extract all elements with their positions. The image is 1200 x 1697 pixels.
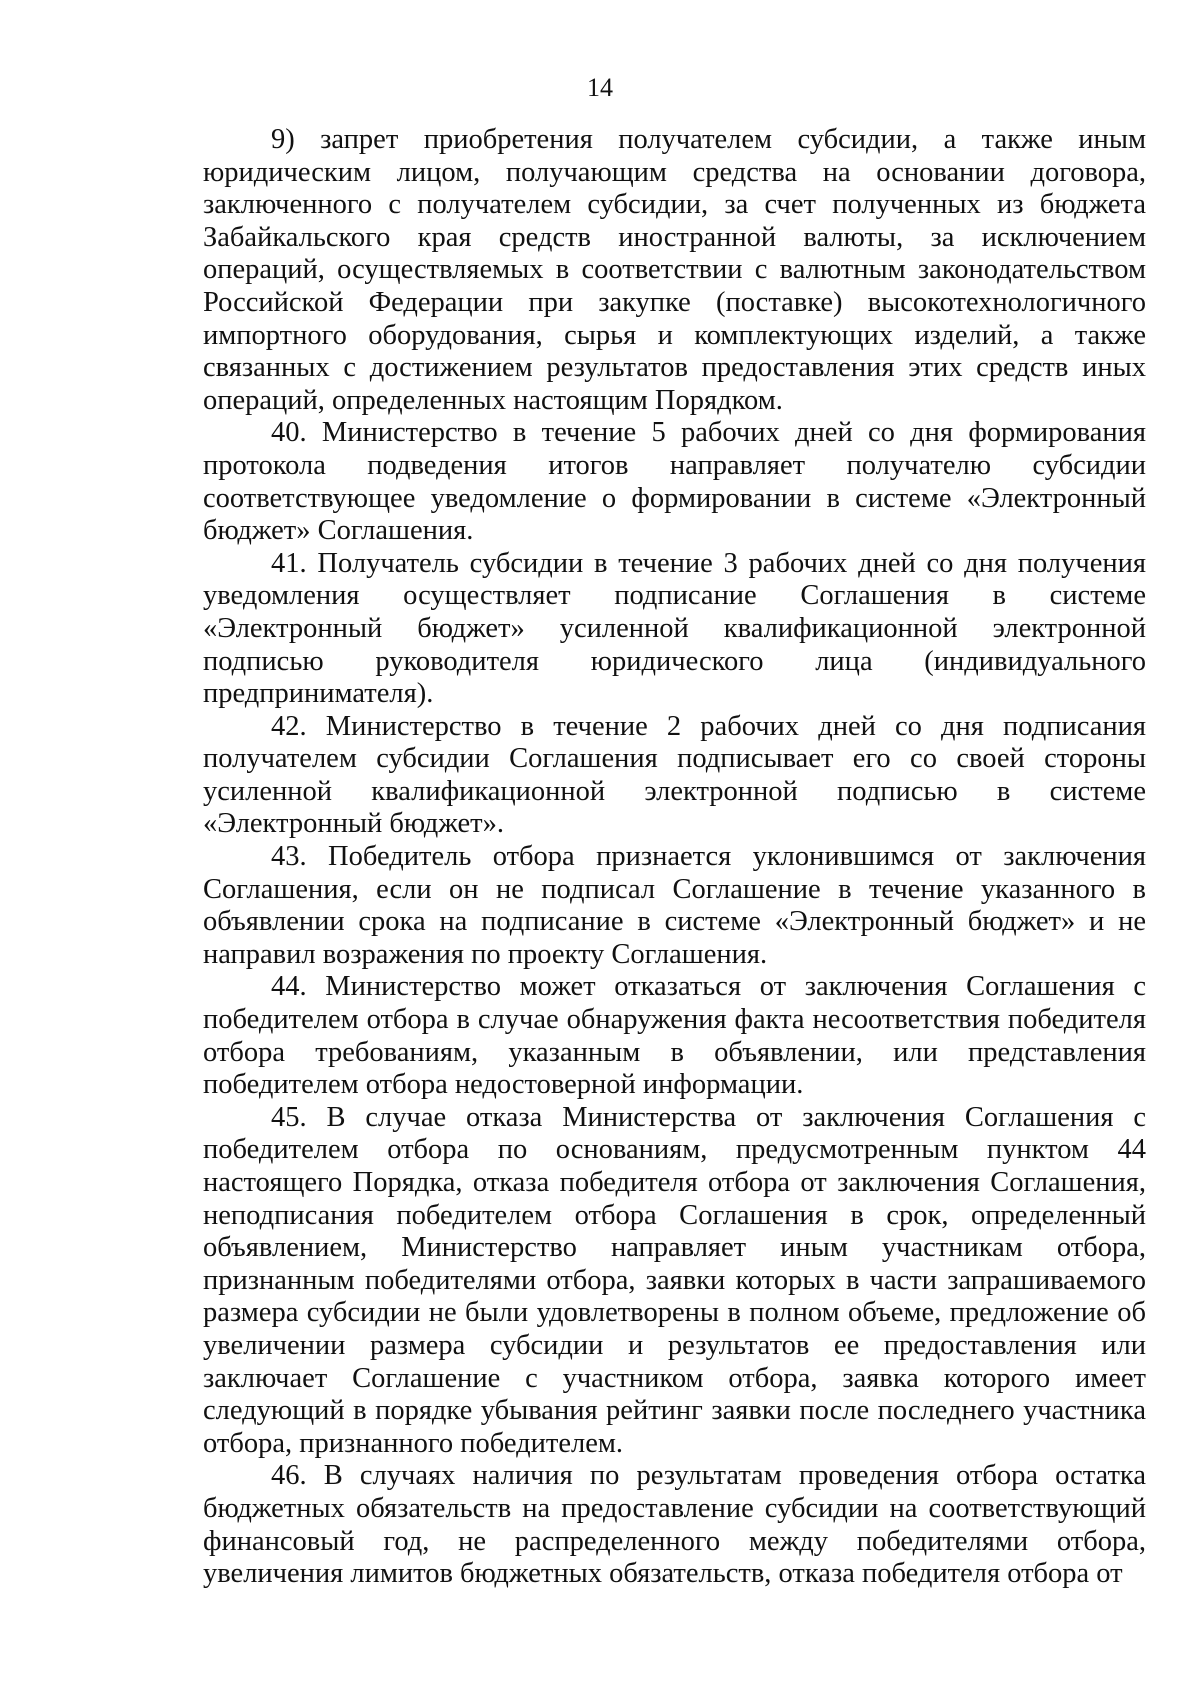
paragraph-item-9: 9) запрет приобретения получателем субсидии, а также иным юридическим лицом, получающим средства на основании договора, заключенного с получателем субсидии, за счет полученных из бюджета Забайкальского края средств иностранной валюты, за исключением операций, осуществляемых в соответствии с валютным законодательством Российской Федерации при закупке (поставке) высокотехнологичного импортного оборудования, сырья и комплектующих изделий, а также связанных с достижением результатов предоставления этих средств иных операций, определенных настоящим Порядком.	[203, 124, 1146, 416]
page-number: 14	[587, 73, 613, 102]
paragraph-45: 45. В случае отказа Министерства от заключения Соглашения с победителем отбора по основаниям, предусмотренным пунктом 44 настоящего Порядка, отказа победителя отбора от заключения Соглашения, неподписания победителем отбора Соглашения в срок, определенный объявлением, Министерство направляет иным участникам отбора, признанным победителями отбора, заявки которых в части запрашиваемого размера субсидии не были удовлетворены в полном объеме, предложение об увеличении размера субсидии и результатов ее предоставления или заключает Соглашение с участником отбора, заявка которого имеет следующий в порядке убывания рейтинг заявки после последнего участника отбора, признанного победителем.	[203, 1101, 1146, 1459]
paragraph-41: 41. Получатель субсидии в течение 3 рабочих дней со дня получения уведомления осуществляет подписание Соглашения в системе «Электронный бюджет» усиленной квалификационной электронной подписью руководителя юридического лица (индивидуального предпринимателя).	[203, 547, 1146, 710]
paragraph-42: 42. Министерство в течение 2 рабочих дней со дня подписания получателем субсидии Соглашения подписывает его со своей стороны усиленной квалификационной электронной подписью в системе «Электронный бюджет».	[203, 710, 1146, 840]
paragraph-44: 44. Министерство может отказаться от заключения Соглашения с победителем отбора в случае обнаружения факта несоответствия победителя отбора требованиям, указанным в объявлении, или представления победителем отбора недостоверной информации.	[203, 971, 1146, 1101]
paragraph-46: 46. В случаях наличия по результатам проведения отбора остатка бюджетных обязательств на предоставление субсидии на соответствующий финансовый год, не распределенного между победителями отбора, увеличения лимитов бюджетных обязательств, отказа победителя отбора от	[203, 1460, 1146, 1590]
paragraph-43: 43. Победитель отбора признается уклонившимся от заключения Соглашения, если он не подписал Соглашение в течение указанного в объявлении срока на подписание в системе «Электронный бюджет» и не направил возражения по проекту Соглашения.	[203, 841, 1146, 970]
paragraph-40: 40. Министерство в течение 5 рабочих дней со дня формирования протокола подведения итогов направляет получателю субсидии соответствующее уведомление о формировании в системе «Электронный бюджет» Соглашения.	[203, 417, 1146, 547]
document-body	[203, 124, 1146, 1591]
